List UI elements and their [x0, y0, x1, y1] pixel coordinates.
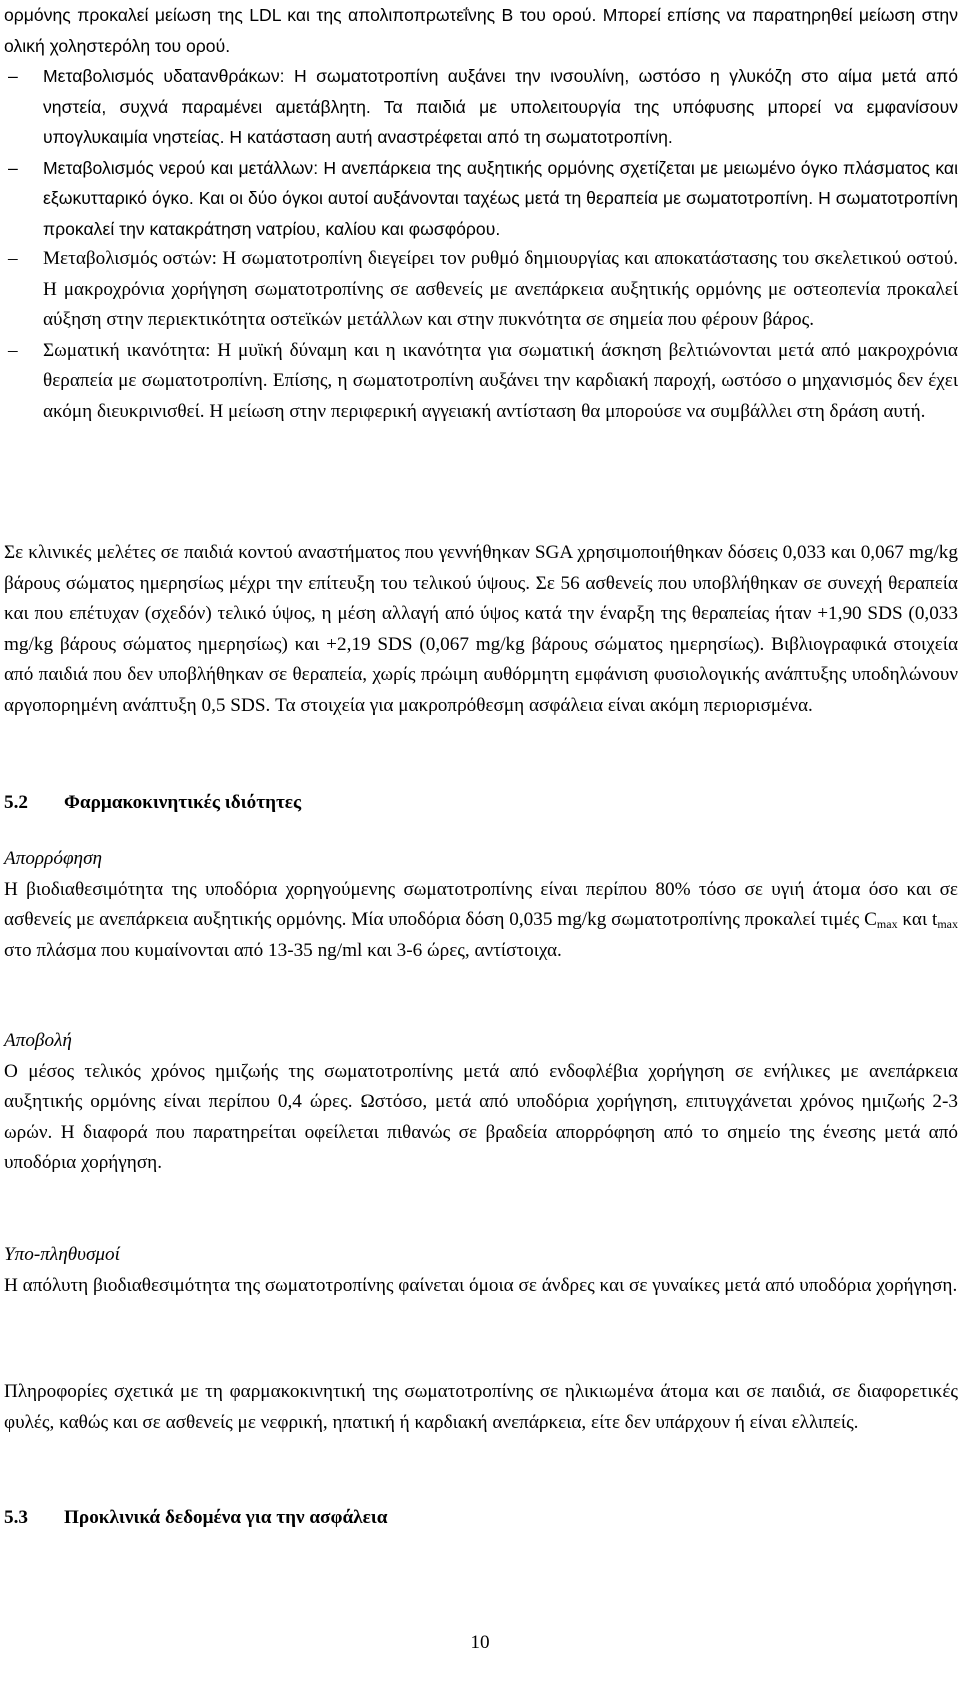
continuation-paragraph: ορμόνης προκαλεί μείωση της LDL και της απολιποπρωτεΐνης Β του ορού. Μπορεί επίσης να παρατηρηθεί μείωση στην ολική χοληστερόλη του ορού. [4, 5, 958, 56]
list-item [4, 153, 958, 245]
elimination-block [4, 1026, 958, 1179]
section-title: Φαρμακοκινητικές ιδιότητες [64, 792, 302, 813]
section-5-2 [4, 788, 958, 818]
clinical-paragraph: Σε κλινικές μελέτες σε παιδιά κοντού αναστήματος που γεννήθηκαν SGA χρησιμοποιήθηκαν δόσεις 0,033 και 0,067 mg/kg βάρους σώματος ημερησίως μέχρι την επίτευξη του τελικού ύψους. Σε 56 ασθενείς που υποβλήθηκαν σε συνεχή θεραπεία και που επέτυχαν (σχεδόν) τελικό ύψος, η μέση αλλαγή από ύψος κατά την έναρξη της θεραπείας ήταν +1,90 SDS (0,033 mg/kg βάρους σώματος ημερησίως) και +2,19 SDS (0,067 mg/kg βάρους σώματος ημερησίως). Βιβλιογραφικά στοιχεία από παιδιά που δεν υποβλήθηκαν σε θεραπεία, χωρίς πρώιμη αυθόρμητη εμφάνιση φυσιολογικής ανάπτυξης υποδηλώνουν αργοπορημένη ανάπτυξη 0,5 SDS. Τα στοιχεία για μακροπρόθεσμη ασφάλεια είναι ακόμη περιορισμένα. [4, 542, 958, 716]
clinical-studies-block [4, 538, 958, 721]
section-5-3 [4, 1503, 958, 1533]
absorption-text-part: στο πλάσμα που κυμαίνονται από 13-35 ng/ml και 3-6 ώρες, αντίστοιχα. [4, 939, 562, 961]
absorption-block [4, 844, 958, 966]
section-title: Προκλινικά δεδομένα για την ασφάλεια [64, 1507, 388, 1528]
section-number: 5.2 [4, 792, 28, 813]
section-heading [4, 1503, 958, 1533]
cmax-subscript: max [876, 917, 898, 931]
section-heading [4, 788, 958, 818]
absorption-text-part: Η βιοδιαθεσιμότητα της υποδόρια χορηγούμενης σωματοτροπίνης είναι περίπου 80% τόσο σε υγιή άτομα όσο και σε ασθενείς με ανεπάρκεια αυξητικής ορμόνης. Μία υποδόρια δόση 0,035 mg/kg σωματοτροπίνης προκαλεί τιμές C [4, 878, 958, 930]
elimination-text: Ο μέσος τελικός χρόνος ημιζωής της σωματοτροπίνης μετά από ενδοφλέβια χορήγηση σε ενήλικες με ανεπάρκεια αυξητικής ορμόνης είναι περίπου 0,4 ώρες. Ωστόσο, μετά από υποδόρια χορήγηση, επιτυγχάνεται χρόνος ημιζωής 2-3 ωρών. Η διαφορά που παρατηρείται οφείλεται πιθανώς σε βραδεία απορρόφηση από το σημείο της ένεσης μετά από υποδόρια χορήγηση. [4, 1060, 958, 1173]
section-number: 5.3 [4, 1507, 28, 1528]
top-section [4, 0, 958, 427]
dash-bullet: – [8, 157, 18, 178]
absorption-heading: Απορρόφηση [4, 848, 103, 869]
absorption-text-part: και t [897, 909, 938, 930]
page-number: 10 [470, 1632, 490, 1653]
elimination-heading: Αποβολή [4, 1030, 72, 1051]
list-item-text: Μεταβολισμός νερού και μετάλλων: Η ανεπάρκεια της αυξητικής ορμόνης σχετίζεται με μειωμένο όγκο πλάσματος και εξωκυτταρικό όγκο. Και οι δύο όγκοι αυτοί αυξάνονται ταχέως μετά τη θεραπεία με σωματοτροπίνη. Η σωματοτροπίνη προκαλεί την κατακράτηση νατρίου, καλίου και φωσφόρου. [43, 157, 958, 239]
subpopulations-text: Η απόλυτη βιοδιαθεσιμότητα της σωματοτροπίνης φαίνεται όμοια σε άνδρες και σε γυναίκες μετά από υποδόρια χορήγηση. [4, 1274, 958, 1296]
tmax-subscript: max [937, 917, 958, 931]
list-item-text: Σωματική ικανότητα: Η μυϊκή δύναμη και η ικανότητα για σωματική άσκηση βελτιώνονται μετά από μακροχρόνια θεραπεία με σωματοτροπίνη. Επίσης, η σωματοτροπίνη αυξάνει την καρδιακή παροχή, ωστόσο ο μηχανισμός δεν έχει ακόμη διευκρινισθεί. Η μείωση στην περιφερική αγγειακή αντίσταση θα μπορούσε να συμβάλλει στη δράση αυτή. [43, 339, 958, 422]
list-item [4, 336, 958, 428]
absorption-text [4, 875, 958, 967]
list-item [4, 61, 958, 153]
effects-list [4, 61, 958, 427]
dash-bullet: – [8, 66, 18, 86]
dash-bullet: – [8, 339, 18, 361]
list-item [4, 244, 958, 336]
list-item-text: Μεταβολισμός οστών: Η σωματοτροπίνη διεγείρει τον ρυθμό δημιουργίας και αποκατάστασης του σκελετικού οστού. Η μακροχρόνια χορήγηση σωματοτροπίνης σε ασθενείς με ανεπάρκεια αυξητικής ορμόνης με οστεοπενία προκαλεί αύξηση στην περιεκτικότητα οστεϊκών μετάλλων και στην πυκνότητα σε σημεία που φέρουν βάρος. [43, 248, 958, 330]
list-item-text: Μεταβολισμός υδατανθράκων: Η σωματοτροπίνη αυξάνει την ινσουλίνη, ωστόσο η γλυκόζη στο αίμα μετά από νηστεία, συχνά παραμένει αμετάβλητη. Τα παιδιά με υπολειτουργία της υπόφυσης μπορεί να εμφανίσουν υπογλυκαιμία νηστείας. Η κατάσταση αυτή αναστρέφεται από τη σωματοτροπίνη. [43, 66, 958, 147]
information-text: Πληροφορίες σχετικά με τη φαρμακοκινητική της σωματοτροπίνης σε ηλικιωμένα άτομα και σε παιδιά, σε διαφορετικές φυλές, καθώς και σε ασθενείς με νεφρική, ηπατική ή καρδιακή ανεπάρκεια, είτε δεν υπάρχουν ή είναι ελλιπείς. [4, 1381, 958, 1433]
information-block [4, 1377, 958, 1438]
dash-bullet: – [8, 248, 18, 269]
subpopulations-block [4, 1240, 958, 1301]
subpopulations-heading: Υπο-πληθυσμοί [4, 1244, 120, 1265]
